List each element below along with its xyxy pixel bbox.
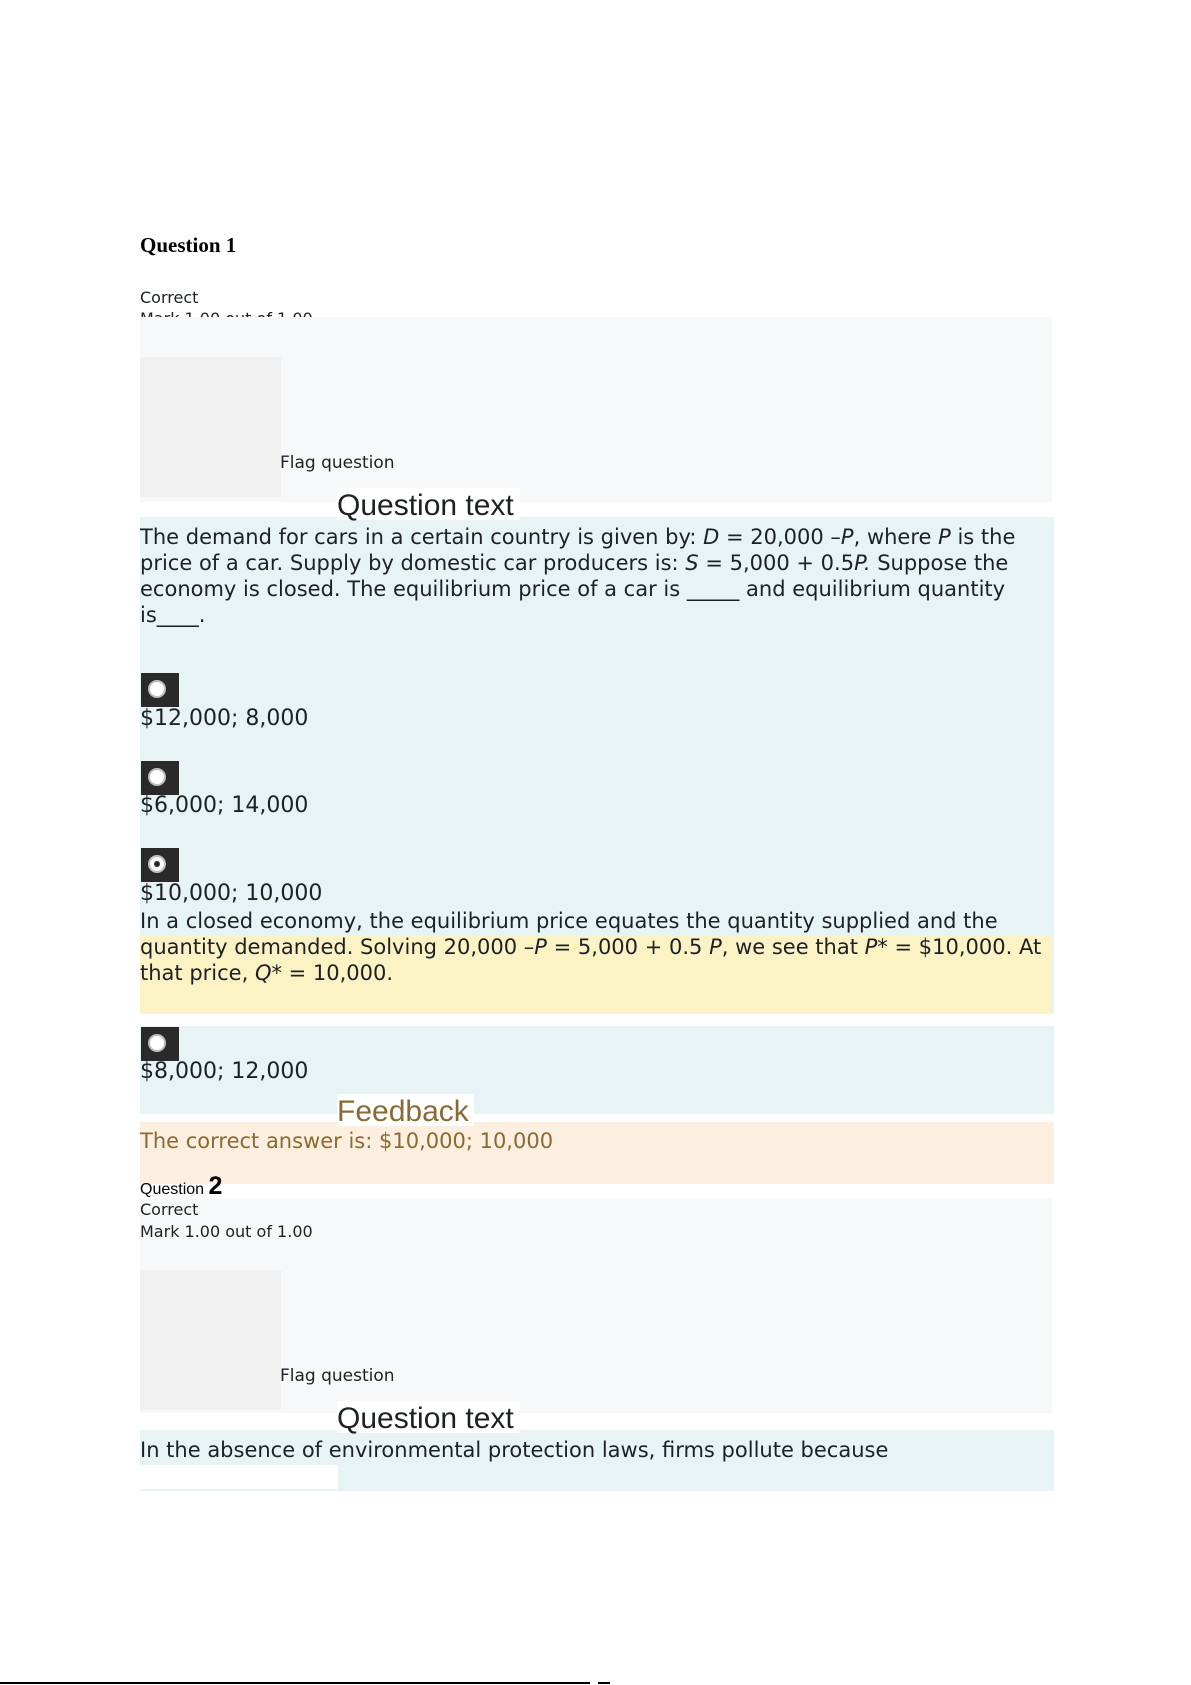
question-2-mark: Mark 1.00 out of 1.00: [140, 1222, 313, 1241]
flag-icon[interactable]: [140, 357, 281, 497]
question-1-text: The demand for cars in a certain country is given by: D = 20,000 –P, where P is the price of a car. Supply by domestic car producers is: S = 5,000 + 0.5P. Suppose the economy is closed. The equilibrium price of a car is _____ and equilibrium quantity is____.: [140, 525, 1016, 627]
question-2-text: In the absence of environmental protection laws, firms pollute because: [140, 1438, 889, 1462]
question-1-flag-label[interactable]: Flag question: [280, 453, 395, 473]
question-2-state: Correct: [140, 1200, 199, 1219]
option-4-radio[interactable]: [141, 1027, 179, 1061]
question-2-text-gap: [140, 1465, 338, 1489]
question-1-text-label: Question text: [337, 488, 520, 520]
page-bottom-rule: [0, 1682, 590, 1684]
option-2-label[interactable]: $6,000; 14,000: [140, 793, 309, 818]
question-2-flag-label[interactable]: Flag question: [280, 1366, 395, 1386]
option-4-label[interactable]: $8,000; 12,000: [140, 1059, 309, 1084]
option-1-radio[interactable]: [141, 673, 179, 707]
question-1-heading: Question 1: [140, 233, 237, 257]
question-1-state: Correct: [140, 288, 199, 307]
flag-icon[interactable]: [140, 1270, 281, 1410]
question-2-heading: Question 2: [140, 1172, 223, 1200]
question-2-text-label: Question text: [337, 1401, 520, 1433]
option-3-label[interactable]: $10,000; 10,000: [140, 881, 323, 906]
option-divider: [140, 1014, 1054, 1026]
feedback-label: Feedback: [337, 1094, 474, 1126]
page-bottom-rule-fragment: [598, 1682, 610, 1684]
option-2-radio[interactable]: [141, 761, 179, 795]
option-1-label[interactable]: $12,000; 8,000: [140, 706, 309, 731]
option-3-explanation: In a closed economy, the equilibrium price equates the quantity supplied and the quantity demanded. Solving 20,000 –P = 5,000 + 0.5 P, we see that P* = $10,000. At that price, Q* = 10,000.: [140, 909, 1042, 985]
option-3-radio[interactable]: [141, 848, 179, 882]
feedback-text: The correct answer is: $10,000; 10,000: [140, 1129, 554, 1153]
